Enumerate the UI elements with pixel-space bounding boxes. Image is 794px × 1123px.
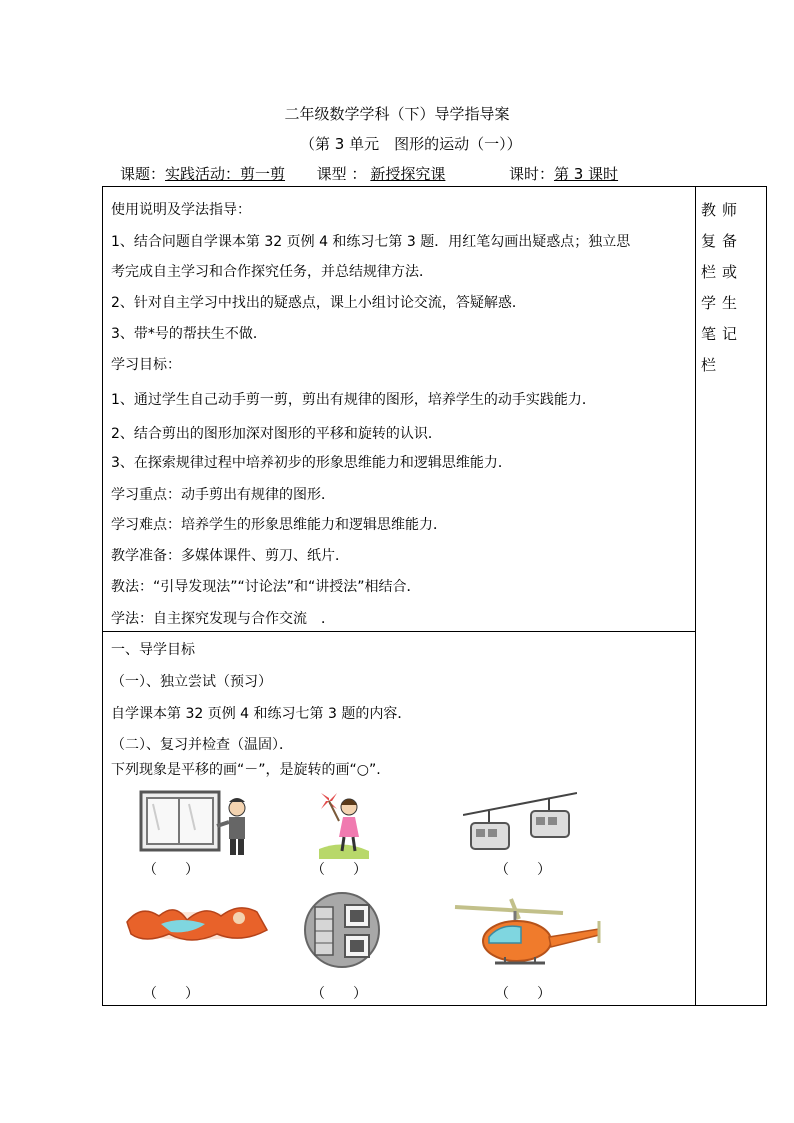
objective-item-1: 1、通过学生自己动手剪一剪，剪出有规律的图形，培养学生的动手实践能力．: [111, 392, 596, 408]
sliding-figure-picture: [121, 890, 273, 952]
page-subtitle: （第 3 单元 图形的运动（一））: [300, 135, 522, 153]
section1-heading: 一、导学目标: [111, 642, 195, 658]
lesson-table: [102, 186, 767, 1006]
row-divider: [103, 631, 695, 632]
type-label: 课型 ：: [316, 165, 367, 183]
instructions-heading: 使用说明及学法指导：: [111, 202, 251, 218]
side-note-column: 教师复备栏或学生笔记栏: [701, 201, 744, 374]
cable-car-picture: [463, 787, 577, 857]
topic-value: 实践活动：剪一剪: [165, 165, 286, 183]
instruction-item-2: 2、针对自主学习中找出的疑惑点，课上小组讨论交流，答疑解惑．: [111, 295, 526, 311]
pinwheel-girl-picture: [313, 787, 373, 859]
answer-blank-4[interactable]: （ ）: [143, 986, 199, 1002]
instruction-item-1b: 考完成自主学习和合作探究任务，并总结规律方法．: [111, 264, 433, 280]
difficulty: 学习难点：培养学生的形象思维能力和逻辑思维能力．: [111, 517, 447, 533]
teaching-method: 教法：“引导发现法”“讨论法”和“讲授法”相结合．: [111, 579, 421, 595]
section1-sub2: （二）、复习并检查（温固）．: [111, 737, 293, 753]
helicopter-picture: [449, 897, 625, 975]
period-label: 课时：: [508, 165, 554, 183]
type-value: 新授探究课: [370, 165, 446, 183]
lesson-meta: [120, 163, 646, 184]
building-lens-picture: [303, 891, 381, 969]
section1-sub1: （一）、独立尝试（预习）: [111, 674, 272, 690]
objective-item-2: 2、结合剪出的图形加深对图形的平移和旋转的认识．: [111, 426, 442, 442]
learning-method: 学法：自主探究发现与合作交流 ．: [111, 611, 335, 627]
answer-blank-3[interactable]: （ ）: [495, 862, 551, 878]
section1-sub1-text: 自学课本第 32 页例 4 和练习七第 3 题的内容．: [111, 706, 412, 722]
column-divider: [695, 187, 696, 1005]
objective-item-3: 3、在探索规律过程中培养初步的形象思维能力和逻辑思维能力．: [111, 455, 512, 471]
answer-blank-5[interactable]: （ ）: [311, 986, 367, 1002]
page-title: 二年级数学学科（下）导学指导案: [284, 105, 510, 123]
instruction-item-1a: 1、结合问题自学课本第 32 页例 4 和练习七第 3 题．用红笔勾画出疑惑点；独立思: [111, 234, 631, 250]
answer-blank-1[interactable]: （ ）: [143, 862, 199, 878]
section1-instruction: 下列现象是平移的画“－”，是旋转的画“○”.: [111, 762, 381, 778]
answer-blank-2[interactable]: （ ）: [311, 862, 367, 878]
window-slide-picture: [139, 790, 259, 860]
answer-blank-6[interactable]: （ ）: [495, 986, 551, 1002]
period-value: 第 3 课时: [553, 165, 619, 183]
objectives-heading: 学习目标：: [111, 357, 181, 373]
topic-label: 课题：: [120, 165, 166, 183]
instruction-item-3: 3、带*号的帮扶生不做．: [111, 326, 267, 342]
key-point: 学习重点：动手剪出有规律的图形．: [111, 487, 335, 503]
preparation: 教学准备：多媒体课件、剪刀、纸片．: [111, 548, 349, 564]
